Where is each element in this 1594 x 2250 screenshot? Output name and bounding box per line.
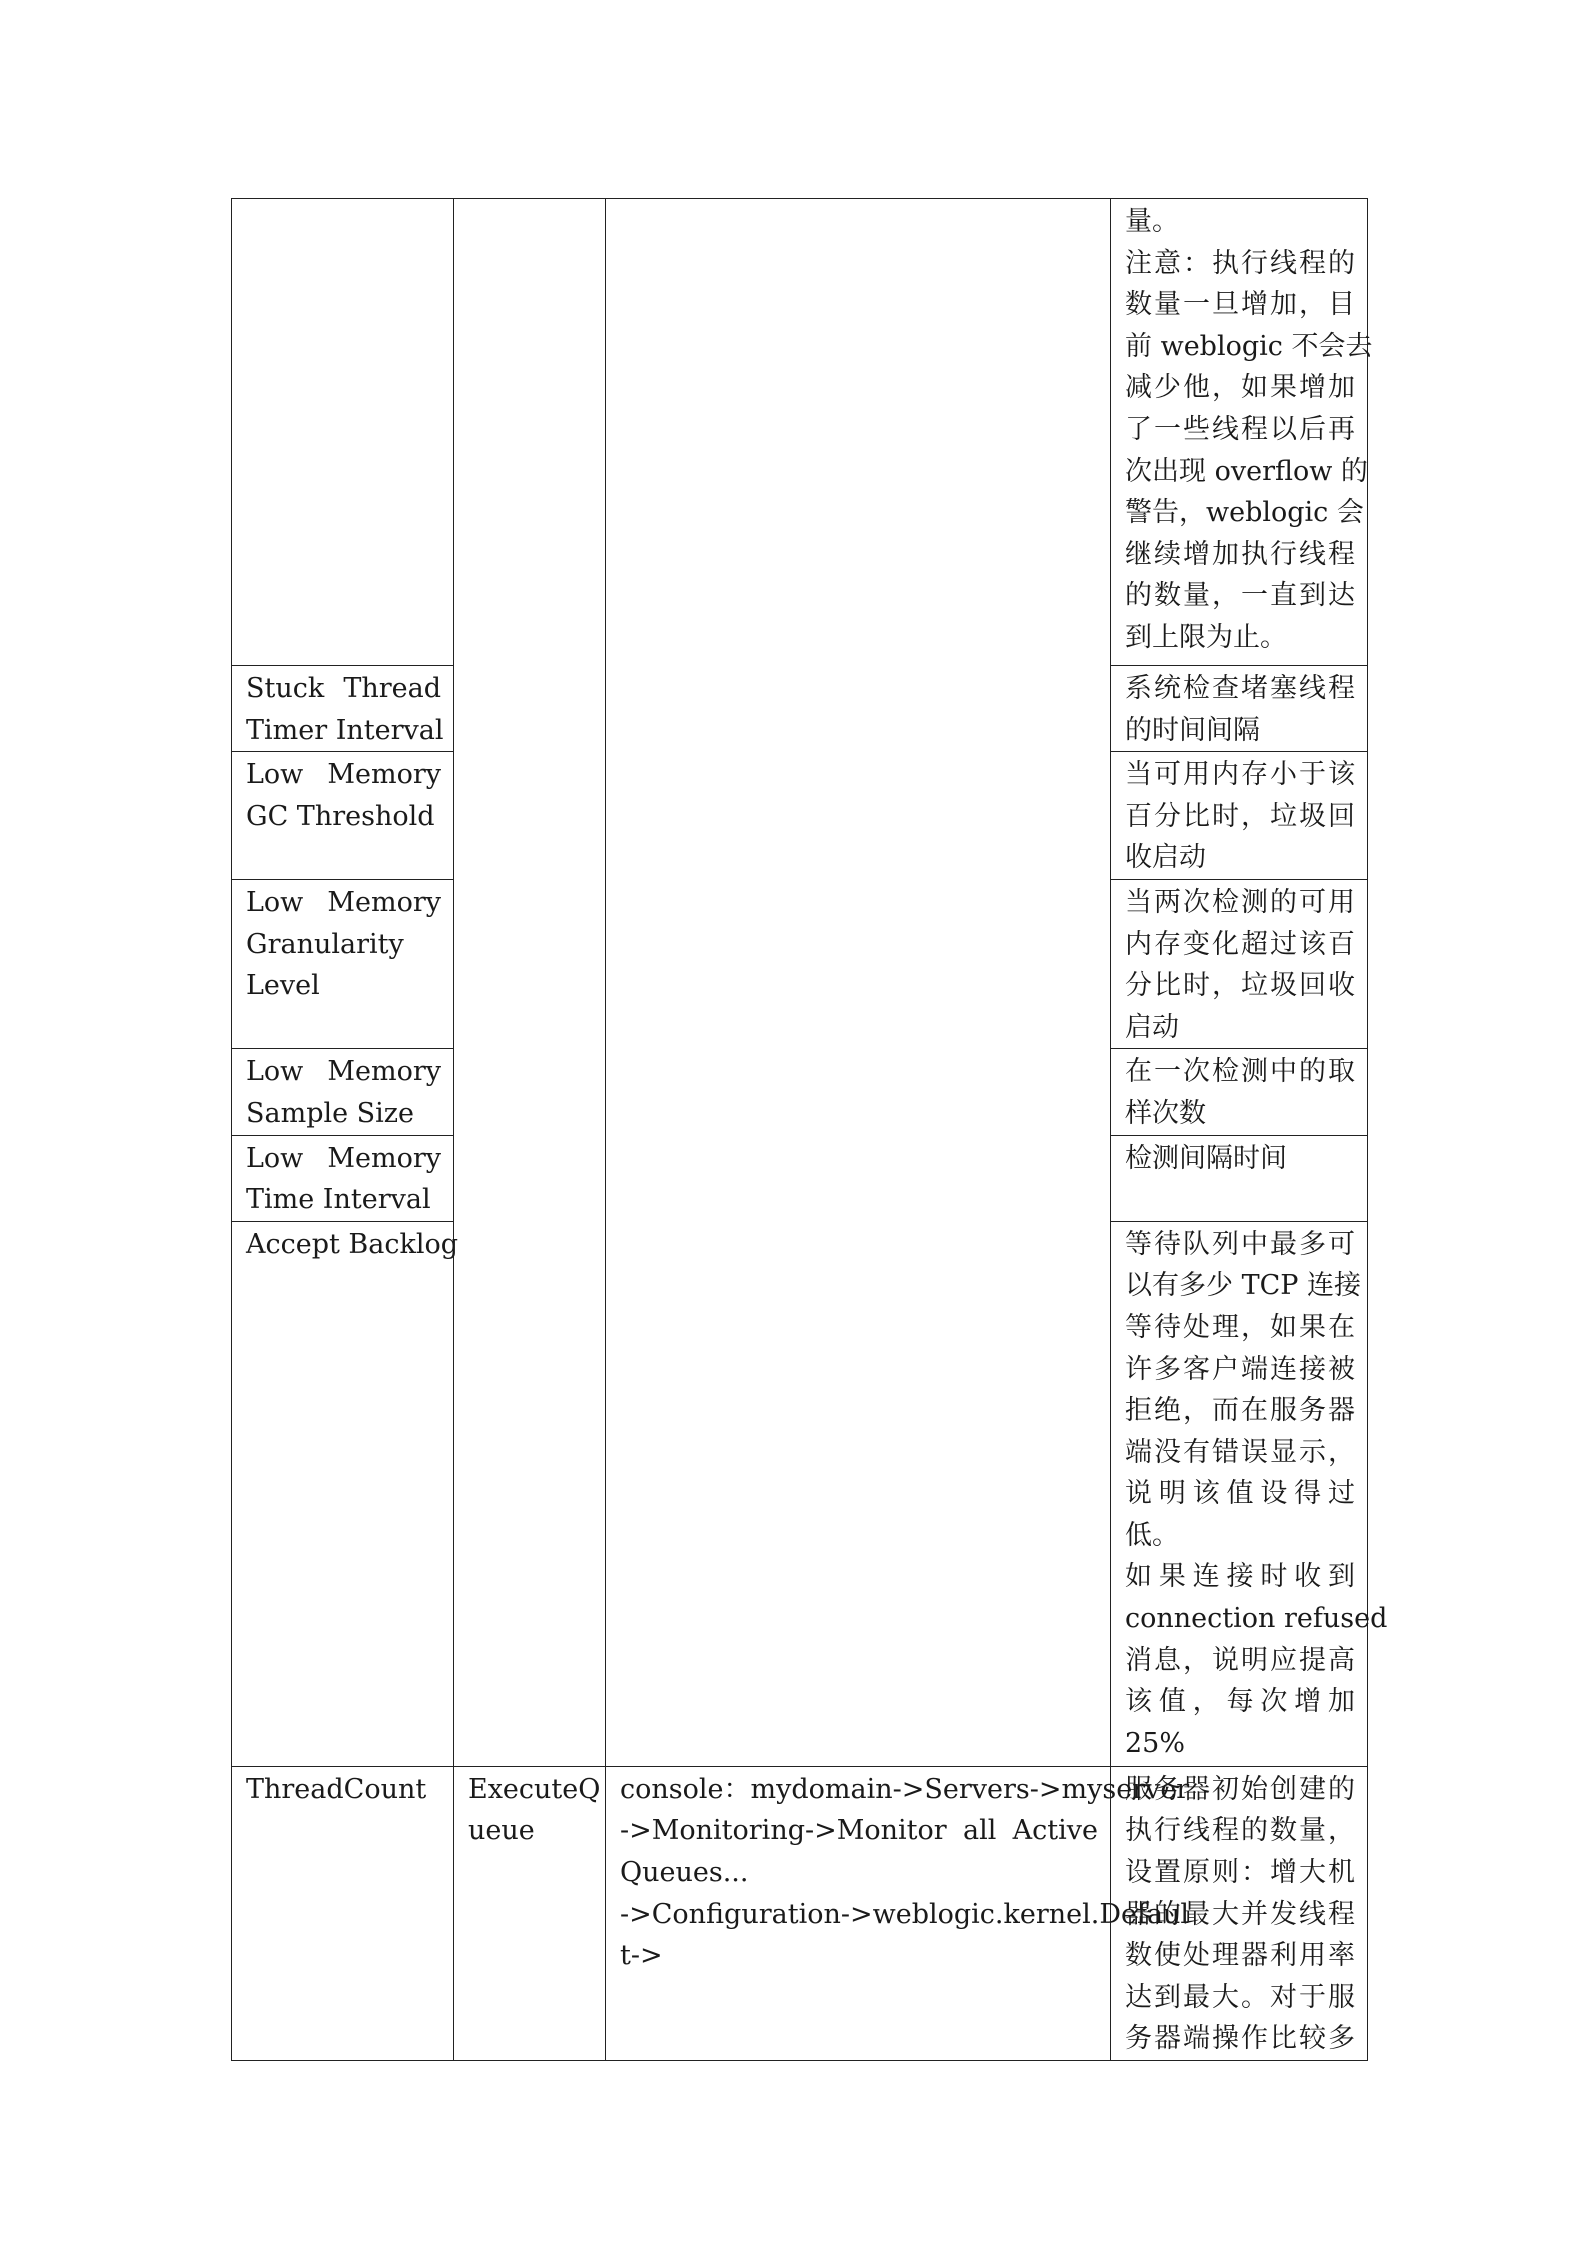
description-line: 消息，说明应提高 — [1125, 1644, 1355, 1676]
description-line: 了一些线程以后再 — [1125, 413, 1355, 445]
description-cell — [1111, 199, 1373, 666]
param-name-cell — [232, 1049, 454, 1135]
description-line: 务器端操作比较多 — [1125, 2023, 1355, 2055]
description-line: 25% — [1125, 1727, 1186, 1759]
console-path-line: console：mydomain->Servers->myserver — [620, 1773, 1190, 1805]
console-path-line: ->Monitoring->Monitor all Active — [620, 1815, 1098, 1847]
param-name-cell — [232, 666, 454, 752]
mbean-cell — [454, 199, 606, 1767]
description-line: 等待队列中最多可 — [1125, 1228, 1355, 1260]
console-path-cell — [606, 199, 1111, 1767]
description-line: 数使处理器利用率 — [1125, 1940, 1355, 1972]
param-name-cell — [232, 879, 454, 1048]
param-name-line: Stuck Thread — [246, 673, 441, 704]
description-line: 的时间间隔 — [1125, 714, 1260, 746]
mbean-line: ExecuteQ — [468, 1773, 601, 1805]
description-line: 继续增加执行线程 — [1125, 538, 1355, 570]
description-cell — [1111, 1766, 1368, 2060]
description-cell — [1111, 1049, 1368, 1135]
description-line: 启动 — [1125, 1011, 1179, 1043]
description-line: 到上限为止。 — [1125, 621, 1287, 653]
description-line: 次出现 overflow 的 — [1125, 455, 1368, 487]
description-line: 检测间隔时间 — [1125, 1142, 1287, 1174]
mbean-cell — [454, 1766, 606, 2060]
description-line: 当可用内存小于该 — [1125, 759, 1355, 791]
description-line: 系统检查堵塞线程 — [1125, 673, 1355, 704]
description-cell — [1111, 1135, 1368, 1221]
param-name-line: Timer Interval — [246, 714, 444, 746]
param-name-line: GC Threshold — [246, 800, 435, 832]
description-line: 前 weblogic 不会去 — [1125, 330, 1373, 362]
param-name-cell — [232, 1766, 454, 2060]
description-line: 分比时，垃圾回收 — [1125, 970, 1355, 1002]
param-name-line: Accept Backlog — [246, 1228, 459, 1260]
description-line: 执行线程的数量， — [1125, 1815, 1355, 1847]
description-cell — [1111, 666, 1368, 752]
param-name-line: Low Memory — [246, 1142, 441, 1174]
description-line: 数量一旦增加，目 — [1125, 289, 1355, 321]
description-line: 在一次检测中的取 — [1125, 1056, 1355, 1088]
description-line: 内存变化超过该百 — [1125, 928, 1355, 960]
param-name-line: Level — [246, 970, 320, 1002]
mbean-line: ueue — [468, 1815, 535, 1847]
param-name-line: Low Memory — [246, 1056, 441, 1088]
param-name-line: Granularity — [246, 928, 404, 960]
param-name-line: Sample Size — [246, 1097, 415, 1129]
description-line: 的数量，一直到达 — [1125, 580, 1355, 612]
console-path-line: ->Configuration->weblogic.kernel.Defaul — [620, 1898, 1190, 1930]
param-name-cell — [232, 752, 454, 880]
description-line: 许多客户端连接被 — [1125, 1353, 1355, 1385]
console-path-cell — [606, 1766, 1190, 2060]
description-line: 端没有错误显示， — [1125, 1436, 1355, 1468]
description-line: 说明该值设得过 — [1125, 1478, 1355, 1510]
parameter-table — [231, 198, 1388, 2061]
description-line: 警告，weblogic 会 — [1125, 497, 1364, 529]
description-line: 该值，每次增加 — [1125, 1686, 1355, 1718]
description-line: 服务器初始创建的 — [1125, 1773, 1355, 1805]
param-name-cell — [232, 1135, 454, 1221]
description-line: 减少他，如果增加 — [1125, 372, 1355, 404]
param-name-line: ThreadCount — [246, 1773, 427, 1805]
description-line: 百分比时，垃圾回 — [1125, 800, 1355, 832]
description-cell — [1111, 879, 1368, 1048]
description-line: 如果连接时收到 — [1125, 1561, 1355, 1593]
description-line: 量。 — [1125, 206, 1179, 237]
description-line: 收启动 — [1125, 842, 1206, 874]
description-line: 拒绝，而在服务器 — [1125, 1395, 1355, 1427]
description-line: 以有多少 TCP 连接 — [1125, 1270, 1361, 1302]
description-line: 样次数 — [1125, 1097, 1206, 1129]
description-line: 设置原则：增大机 — [1125, 1856, 1355, 1888]
description-line: 器的最大并发线程 — [1125, 1898, 1355, 1930]
param-name-line: Low Memory — [246, 886, 441, 918]
param-name-line: Low Memory — [246, 759, 441, 791]
param-name-cell — [232, 199, 454, 666]
console-path-line: Queues... — [620, 1856, 749, 1888]
param-name-line: Time Interval — [246, 1184, 431, 1216]
description-line: 当两次检测的可用 — [1125, 886, 1355, 918]
table-row — [232, 1766, 1368, 2060]
description-line: connection refused — [1125, 1603, 1388, 1635]
description-cell — [1111, 1221, 1388, 1766]
description-line: 注意：执行线程的 — [1125, 247, 1355, 279]
description-line: 达到最大。对于服 — [1125, 1981, 1355, 2013]
console-path-line: t-> — [620, 1940, 663, 1972]
description-cell — [1111, 752, 1368, 880]
param-name-cell — [232, 1221, 459, 1766]
description-line: 低。 — [1125, 1519, 1179, 1551]
table-row — [232, 199, 1368, 666]
description-line: 等待处理，如果在 — [1125, 1311, 1355, 1343]
